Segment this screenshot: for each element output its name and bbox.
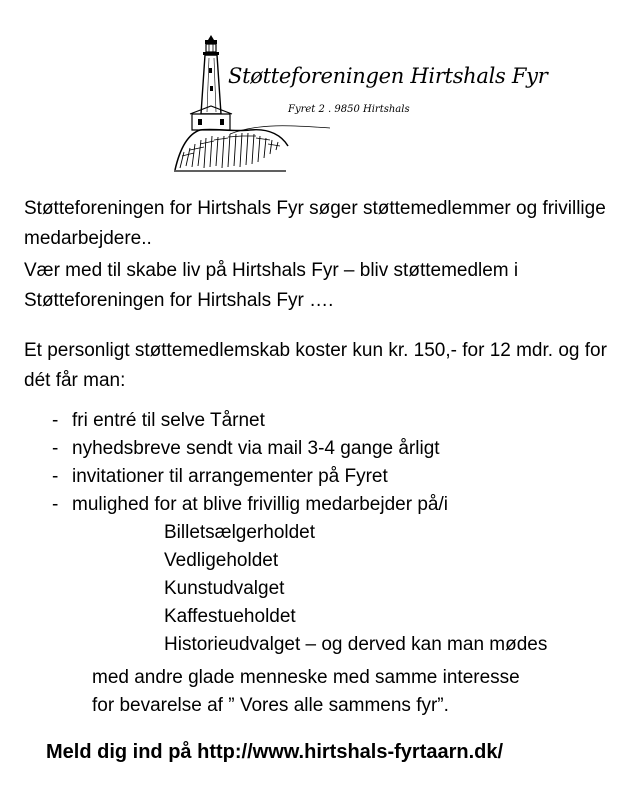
logo [170,30,548,175]
bullet-dash: - [52,466,59,487]
team-item: Historieudvalget – og derved kan man mødes [164,634,548,655]
price-paragraph: Et personligt støttemedlemskab koster kun kr. 150,- for 12 mdr. og for dét får man: [24,340,607,391]
continuation-line-2: for bevarelse af ” Vores alle sammens fyr”. [92,695,449,716]
team-item: Kunstudvalget [164,578,285,599]
team-item: Kaffestueholdet [164,606,296,627]
team-item: Vedligeholdet [164,550,279,571]
join-call-to-action: Meld dig ind på http://www.hirtshals-fyrtaarn.dk/ [46,741,504,763]
benefit-text: invitationer til arrangementer på Fyret [72,466,388,487]
list-item [52,407,448,435]
benefit-text: mulighed for at blive frivillig medarbejder på/i [72,494,448,515]
teams-list [164,519,547,659]
lighthouse-illustration-icon [170,30,470,175]
bullet-dash: - [52,410,59,431]
continuation-line-1: med andre glade menneske med samme interesse [92,667,520,688]
benefit-text: nyhedsbreve sendt via mail 3-4 gange årligt [72,438,440,459]
team-item: Billetsælgerholdet [164,522,316,543]
list-item [52,435,448,463]
list-item [52,463,448,491]
intro-paragraph-2: Vær med til skabe liv på Hirtshals Fyr – bliv støttemedlem i Støtteforeningen for Hirtshals Fyr …. [24,260,519,311]
bullet-dash: - [52,494,59,515]
benefit-text: fri entré til selve Tårnet [72,410,265,431]
list-item [52,491,448,519]
logo-title: Støtteforeningen Hirtshals Fyr [228,64,548,88]
benefits-list [52,407,448,519]
bullet-dash: - [52,438,59,459]
continuation-text [92,664,520,720]
logo-address: Fyret 2 . 9850 Hirtshals [288,104,410,115]
intro-paragraph-1: Støtteforeningen for Hirtshals Fyr søger støttemedlemmer og frivillige medarbejdere.. [24,198,606,249]
